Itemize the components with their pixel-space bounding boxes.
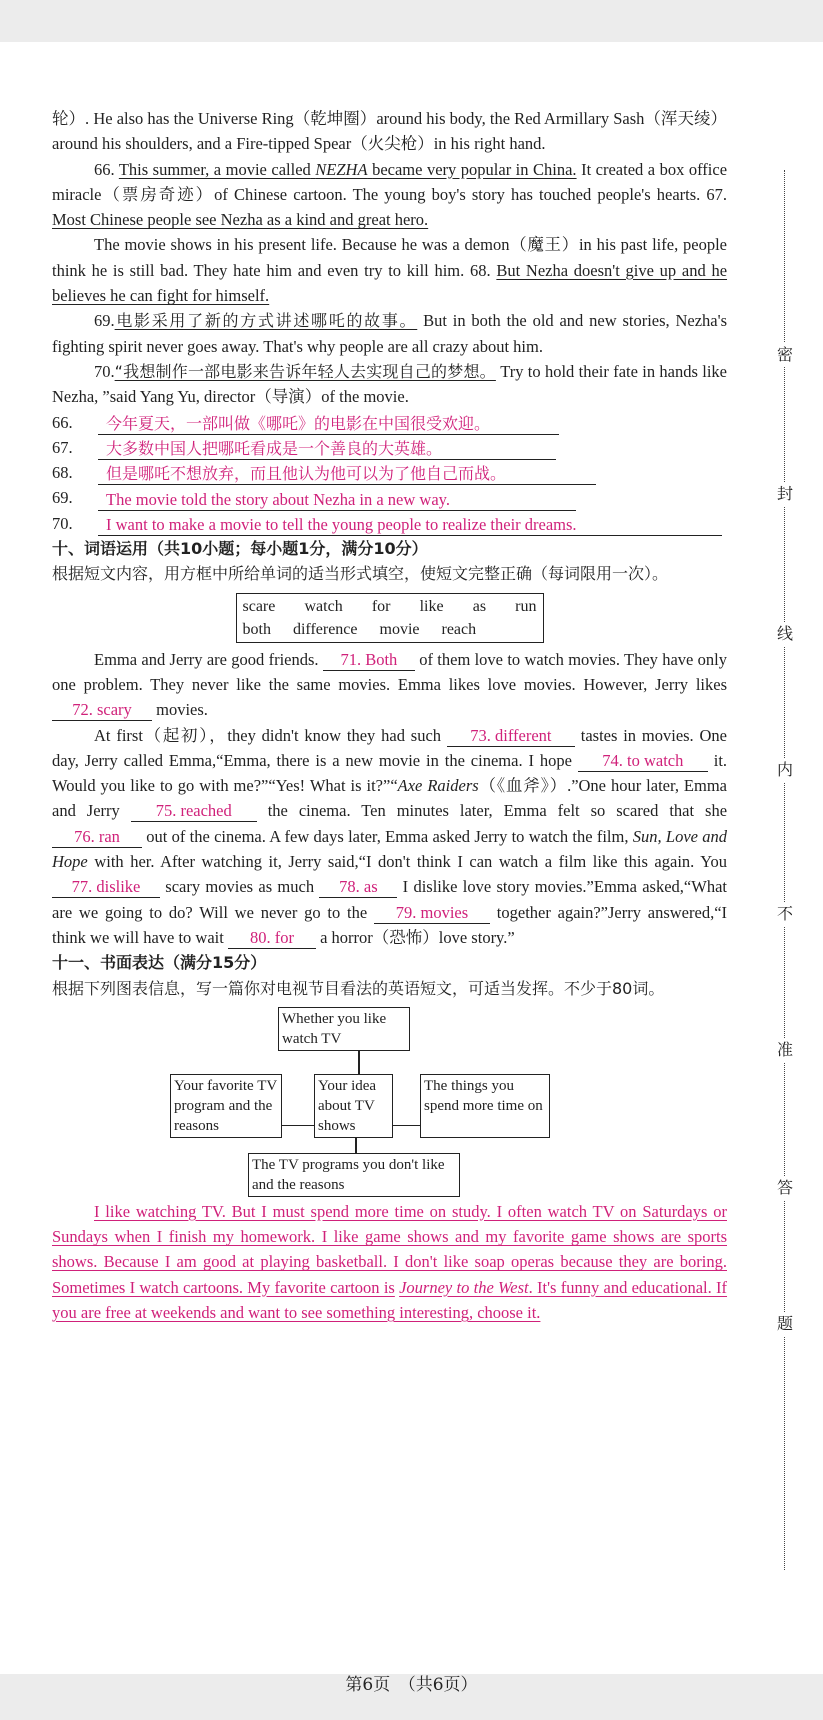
sentence-66: This summer, a movie called NEZHA became very popular in China. [118,159,577,179]
connector-line [388,1125,422,1127]
diagram-node-left: Your favorite TV program and the reasons [170,1074,282,1138]
passage-paragraph-70 [52,359,727,410]
item-number: 70. [94,361,115,381]
passage-paragraph-66 [52,157,727,233]
answer-70: I want to make a movie to tell the young people to realize their dreams. [98,515,722,536]
blank-80: 80. for [228,928,316,949]
item-number: 69. [94,311,115,331]
answer-68: 但是哪吒不想放弃，而且他认为他可以为了他自己而战。 [98,464,596,485]
passage-text: But in both the old and new stories, Nezha's fighting spirit never goes away. That's why people are all crazy about him. [52,311,728,356]
sentence-69: 电影采用了新的方式讲述哪吒的故事。 [114,311,418,331]
blank-76: 76. ran [52,827,142,848]
seal-char: 准 [772,1038,798,1062]
blank-78: 78. as [319,877,397,898]
section-11-instruction: 根据下列图表信息，写一篇你对电视节目看法的英语短文，可适当发挥。不少于80词。 [52,978,665,998]
cloze-paragraph-1: Emma and Jerry are good friends. 71. Both of them love to watch movies. They have only one problem. They never like the same movies. Emma likes love movies. However, Jerry likes 72. scary movies. [52,649,728,720]
diagram-node-bottom: The TV programs you don't like and the reasons [248,1153,460,1197]
answer-69: The movie told the story about Nezha in a new way. [98,490,576,511]
writing-prompt-diagram [52,1007,727,1197]
word-item: like [419,597,444,615]
word-item: movie [379,620,420,638]
model-essay: I like watching TV. But I must spend more time on study. I often watch TV on Saturdays or Sundays when I finish my homework. I like game shows and my favorite game shows are sports shows. Because I am good at playing basketball. I don't like soap operas because they are boring. Sometimes I watch cartoons. My favorite cartoon is Journey to the West. It's funny and educational. If you are free at weekends and want to see something interesting, choose it. [52,1201,728,1322]
blank-77: 77. dislike [52,877,160,898]
word-item: as [472,597,487,615]
answer-66: 今年夏天，一部叫做《哪吒》的电影在中国很受欢迎。 [98,414,559,435]
blank-74: 74. to watch [578,751,708,772]
sentence-68: But Nezha doesn't give up and he believes he can fight for himself. [52,260,728,306]
answer-row: 70. I want to make a movie to tell the young people to realize their dreams. [52,511,727,536]
sentence-70: “我想制作一部电影来告诉年轻人去实现自己的梦想。 [114,361,496,381]
word-item: run [515,597,537,615]
word-bank-row [239,618,541,641]
exam-page [0,42,823,1695]
word-bank-row [239,595,541,618]
translation-answers [52,410,727,536]
answer-row: 66. 今年夏天，一部叫做《哪吒》的电影在中国很受欢迎。 [52,410,727,435]
word-item: difference [292,620,358,638]
item-number: 66. [94,159,115,179]
word-item: for [371,597,391,615]
word-item: scare [242,597,276,615]
passage-text: Try to hold their fate in hands like Nezha, ”said Yang Yu, director（导演）of the movie. [52,361,728,407]
word-item: both [242,620,271,638]
seal-char: 答 [772,1176,798,1200]
connector-line [280,1125,318,1127]
blank-79: 79. movies [374,903,490,924]
seal-char: 密 [772,343,798,367]
answer-row: 69. The movie told the story about Nezha in a new way. [52,485,727,510]
section-10-title: 十、词语运用（共10小题；每小题1分，满分10分） [52,539,428,559]
seal-line [784,170,785,1570]
word-item: watch [304,597,343,615]
passage-text: The movie shows in his present life. Because he was a demon（魔王）in his past life, people think he is still bad. They hate him and even try to kill him. [52,235,727,280]
answer-67: 大多数中国人把哪吒看成是一个善良的大英雄。 [98,439,556,460]
word-bank [236,593,544,643]
section-10-instruction: 根据短文内容，用方框中所给单词的适当形式填空，使短文完整正确（每词限用一次）。 [52,564,669,584]
answer-row: 68. 但是哪吒不想放弃，而且他认为他可以为了他自己而战。 [52,460,727,485]
item-number: 68. [470,260,491,280]
passage-intro: 轮）. He also has the Universe Ring（乾坤圈）around his body, the Red Armillary Sash（浑天绫）around his shoulders, and a Fire-tipped Spear（火尖枪）in his right hand. [52,109,727,154]
seal-char: 题 [772,1312,798,1336]
diagram-node-center: Your idea about TV shows [314,1074,393,1138]
passage-text: It created a box office miracle（票房奇迹）of Chinese cartoon. The young boy's story has touched people's hearts. [52,159,728,204]
word-item: reach [441,620,477,638]
answer-row: 67. 大多数中国人把哪吒看成是一个善良的大英雄。 [52,435,727,460]
diagram-node-right: The things you spend more time on [420,1074,550,1138]
passage-paragraph-68 [52,232,727,308]
seal-char: 不 [772,902,798,926]
section-11-title: 十一、书面表达（满分15分） [52,953,267,973]
seal-char: 封 [772,482,798,506]
page-footer: 第6页 （共6页） [345,1675,478,1695]
blank-71: 71. Both [323,650,415,671]
blank-72: 72. scary [52,700,152,721]
blank-73: 73. different [447,726,575,747]
item-number: 67. [706,184,727,204]
seal-char: 线 [772,622,798,646]
passage-paragraph-69 [52,308,727,359]
sentence-67: Most Chinese people see Nezha as a kind and great hero. [52,210,429,230]
cloze-paragraph-2: At first（起初），they didn't know they had such 73. different tastes in movies. One day, Jerry called Emma,“Emma, there is a new movie in the cinema. I hope 74. to watch it. Would you like to go with me?”“Yes! What is it?”“Axe Raiders（《血斧》）.”One hour later, Emma and Jerry 75. reached the cinema. Ten minutes later, Emma felt so scared that she 76. ran out of the cinema. A few days later, Emma asked Jerry to watch the film, Sun, Love and Hope with her. After watching it, Jerry said,“I don't think I can watch a film like this again. You 77. dislike scary movies as much 78. as I dislike love story movies.”Emma asked,“What are we going to do? Will we never go to the 79. movies together again?”Jerry answered,“I think we will have to wait 80. for a horror（恐怖）love story.” [52,725,728,947]
blank-75: 75. reached [131,801,257,822]
page-content [52,106,727,1325]
diagram-node-top: Whether you like watch TV [278,1007,410,1051]
seal-char: 内 [772,758,798,782]
